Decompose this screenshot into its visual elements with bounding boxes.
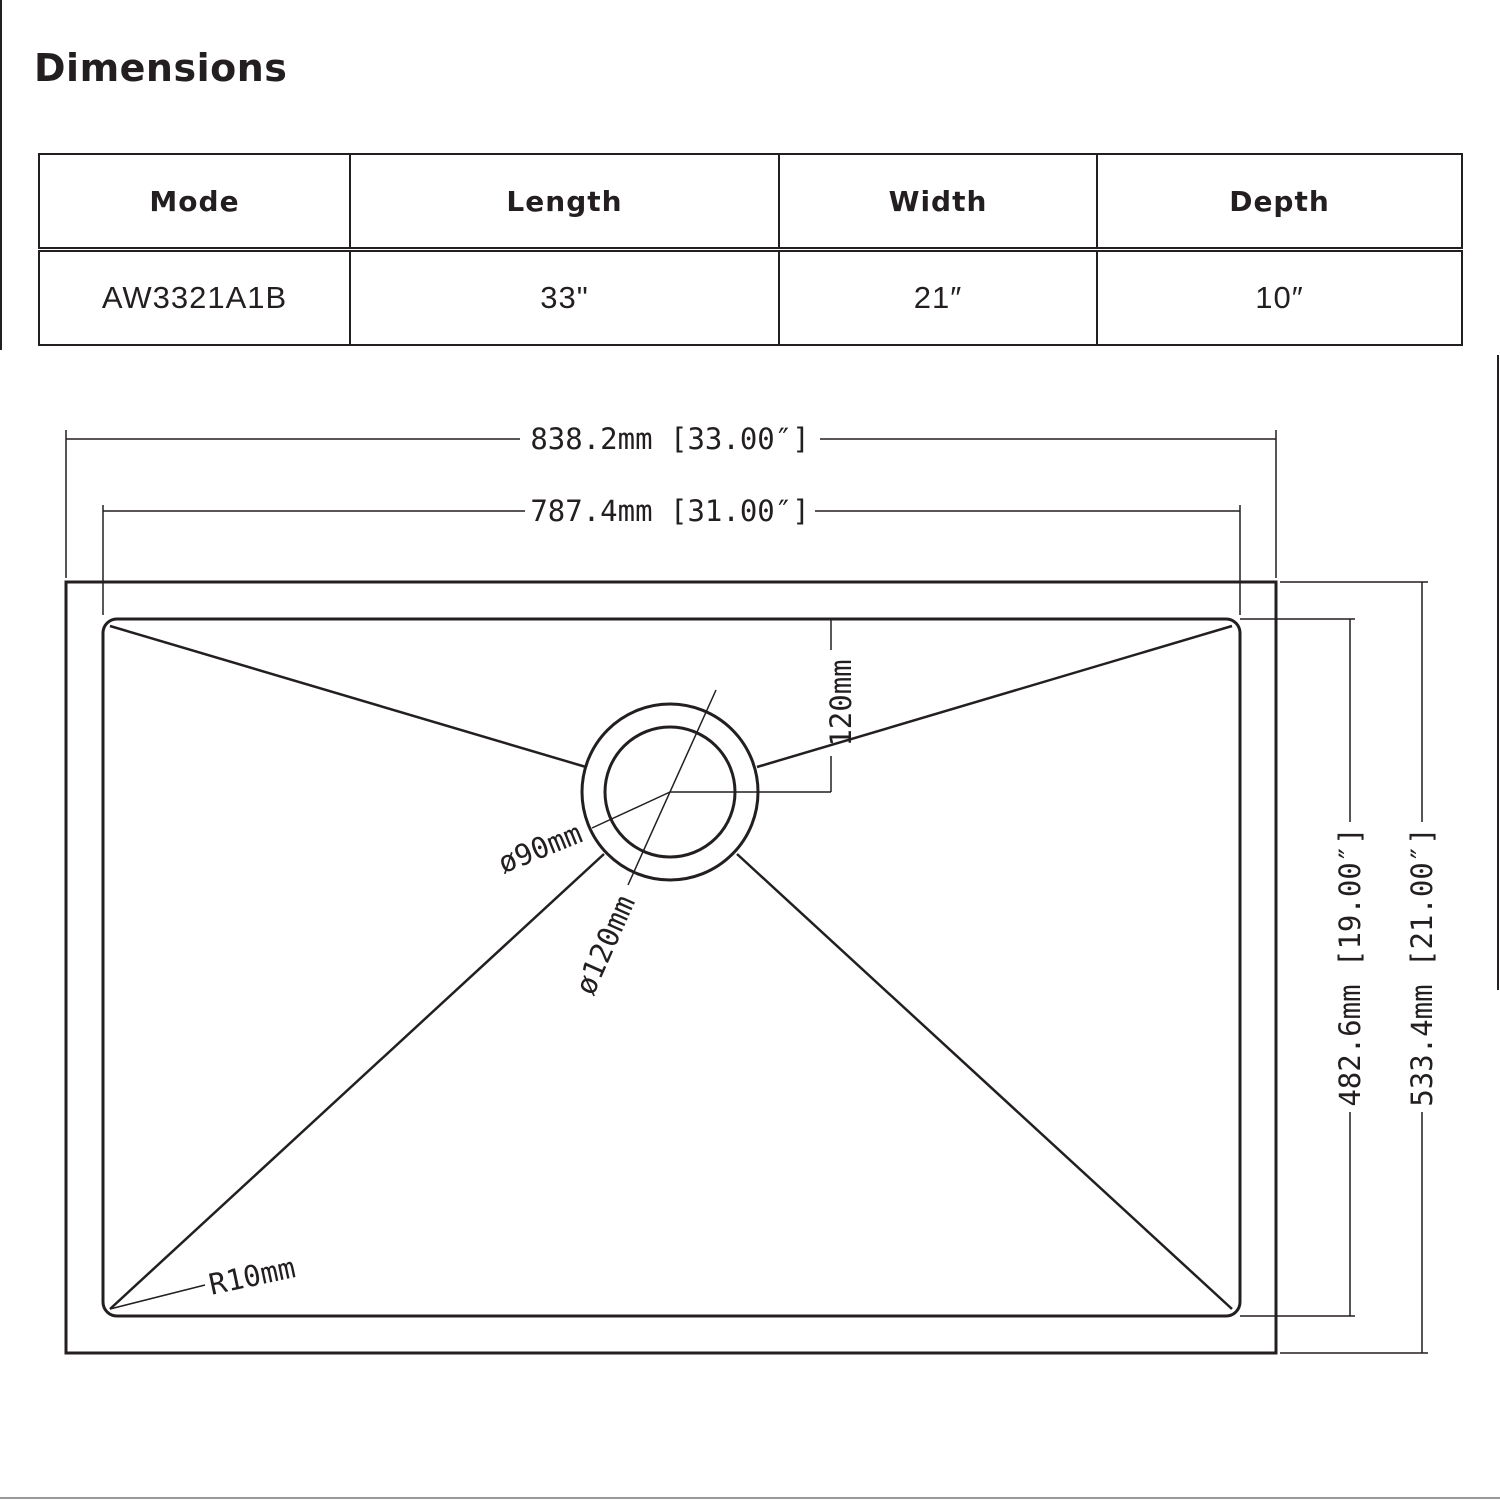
header-mode: Mode (39, 154, 350, 250)
drain-outer-diameter-label: ø120mm (568, 890, 642, 1000)
header-width: Width (779, 154, 1097, 250)
drain-inner-diameter-label: ø90mm (493, 815, 587, 881)
cell-length: 33" (350, 250, 779, 346)
page-title: Dimensions (34, 46, 288, 90)
header-depth: Depth (1097, 154, 1462, 250)
slope-line-top-left (110, 626, 586, 767)
drain-inner-leader (592, 792, 670, 828)
cell-width: 21″ (779, 250, 1097, 346)
header-length: Length (350, 154, 779, 250)
corner-radius-label: R10mm (205, 1250, 299, 1302)
overall-width-label: 533.4mm [21.00″] (1405, 827, 1439, 1107)
overall-length-label: 838.2mm [33.00″] (530, 422, 810, 456)
inner-length-label: 787.4mm [31.00″] (530, 494, 810, 528)
inner-width-label: 482.6mm [19.00″] (1333, 827, 1367, 1107)
slope-line-bottom-left (110, 854, 604, 1309)
drain-offset-label: 120mm (824, 659, 858, 747)
cell-depth: 10″ (1097, 250, 1462, 346)
sink-inner-outline (103, 619, 1240, 1316)
cell-mode: AW3321A1B (39, 250, 350, 346)
slope-line-bottom-right (737, 854, 1232, 1309)
sink-outer-outline (66, 582, 1276, 1353)
